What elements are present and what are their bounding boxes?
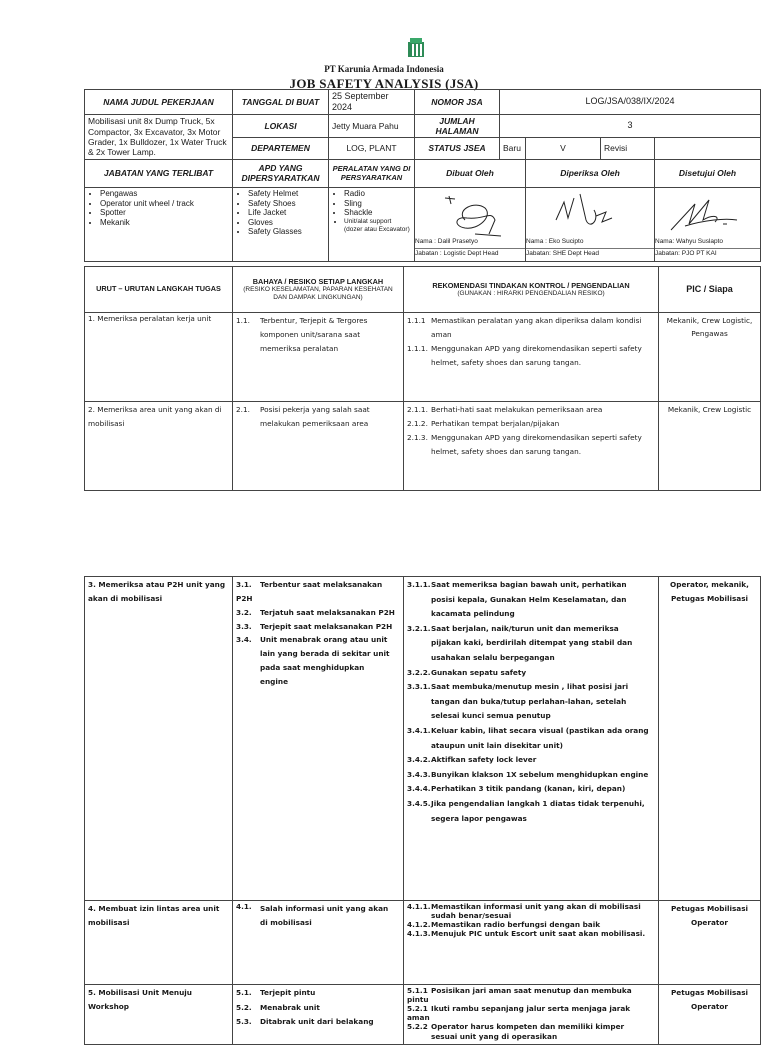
list-item: • Pengawas: [100, 189, 229, 199]
list-item: • Operator unit wheel / track: [100, 199, 229, 209]
control-number: 2.1.3.: [407, 432, 428, 442]
tanggal-label: TANGGAL DI BUAT: [233, 90, 329, 115]
dibuat-jabatan: Jabatan : Logistic Dept Head: [415, 248, 525, 258]
step-4-pic: Petugas Mobilisasi Operator: [659, 901, 761, 985]
risk-text: Unit menabrak orang atau unit lain yang berada di sekitar unit pada saat menghidupkan engine: [260, 635, 390, 687]
apd-label: APD YANG DIPERSYARATKAN: [233, 159, 329, 187]
control-text: Bunyikan klakson 1X sebelum menghidupkan engine: [431, 769, 649, 779]
step-4-task: 4. Membuat izin lintas area unit mobilisasi: [85, 901, 233, 985]
control-text: Memastikan radio berfungsi dengan baik: [431, 920, 601, 930]
dibuat-label: Dibuat Oleh: [415, 159, 526, 187]
peralatan-list: [329, 187, 415, 261]
table-row: [85, 985, 761, 1045]
lokasi-value: Jetty Muara Pahu: [329, 114, 415, 137]
step-1-task: 1. Memeriksa peralatan kerja unit: [85, 313, 233, 402]
risk-number: 3.4.: [236, 635, 252, 645]
nomor-value: LOG/JSA/038/IX/2024: [500, 90, 761, 115]
control-number: 5.2.2: [407, 1022, 428, 1032]
control-number: 3.4.2.: [407, 755, 431, 765]
control-text: Perhatikan tempat berjalan/pijakan: [431, 418, 560, 428]
disetujui-nama: Nama: Wahyu Suslapto: [655, 238, 724, 246]
step-1-risks: [233, 313, 404, 402]
control-number: 3.4.4.: [407, 784, 431, 794]
step-3-risks: [233, 577, 404, 901]
risk-text: Terbentur, Terjepit & Tergores komponen unit/sarana saat memeriksa peralatan: [260, 316, 368, 353]
table-row: [85, 901, 761, 985]
risk-number: 3.2.: [236, 607, 252, 617]
list-item: • Safety Glasses: [248, 227, 325, 237]
control-number: 3.1.1.: [407, 580, 431, 589]
control-number: 4.1.3.: [407, 929, 431, 939]
control-text: Posisikan jari aman saat menutup dan membuka pintu: [407, 986, 632, 1005]
status-label: STATUS JSEA: [415, 137, 500, 159]
signature-icon: [665, 190, 745, 240]
peralatan-label: PERALATAN YANG DI PERSYARATKAN: [329, 159, 415, 187]
control-text: Gunakan sepatu safety: [431, 667, 527, 677]
risk-text: Terjepit saat melaksanakan P2H: [260, 621, 393, 631]
step-4-controls: [404, 901, 659, 985]
risk-text: Terbentur saat melaksanakan P2H: [236, 580, 383, 603]
document-title: JOB SAFETY ANALYSIS (JSA): [289, 76, 479, 91]
list-item: • Spotter: [100, 208, 229, 218]
control-text: Memastikan informasi unit yang akan di mobilisasi sudah benar/sesuai: [431, 902, 641, 921]
risk-number: 3.1.: [236, 580, 252, 589]
step-4-risks: [233, 901, 404, 985]
step-5-pic: Petugas Mobilisasi Operator: [659, 985, 761, 1045]
step-2-risks: [233, 402, 404, 491]
status-baru: Baru: [500, 137, 526, 159]
control-text: Perhatikan 3 titik pandang (kanan, kiri, depan): [431, 784, 626, 794]
diperiksa-label: Diperiksa Oleh: [526, 159, 655, 187]
list-item: • Sling: [344, 199, 411, 209]
control-text: Menggunakan APD yang direkomendasikan seperti safety helmet, safety shoes dan sarung tangan.: [431, 343, 642, 367]
bahaya-title: BAHAYA / RESIKO SETIAP LANGKAH: [252, 277, 384, 287]
control-number: 5.2.1: [407, 1004, 428, 1014]
control-number: 2.1.1.: [407, 405, 428, 414]
control-text: Saat berjalan, naik/turun unit dan memeriksa pijakan kaki, berdirilah ditempat yang stabil dan usahakan selalu berpegangan: [431, 623, 633, 662]
rekomendasi-title: REKOMENDASI TINDAKAN KONTROL / PENGENDALIAN: [432, 280, 630, 290]
jumlah-label: JUMLAH HALAMAN: [415, 114, 500, 137]
control-number: 3.3.1.: [407, 682, 431, 692]
step-1-controls: [404, 313, 659, 402]
pic-header: PIC / Siapa: [659, 267, 761, 313]
list-item: • Mekanik: [100, 218, 229, 228]
risk-number: 2.1.: [236, 405, 250, 414]
diperiksa-signature-cell: [526, 187, 655, 261]
list-item: • Unit/alat support (dozer atau Excavator): [344, 218, 411, 234]
control-text: Saat memeriksa bagian bawah unit, perhatikan posisi kepala, Gunakan Helm Keselamatan, dan kacamata pelindung: [431, 580, 627, 619]
table-row: [85, 313, 761, 402]
control-number: 3.4.3.: [407, 769, 431, 779]
rekomendasi-header: [404, 267, 659, 313]
control-text: Aktifkan safety lock lever: [431, 755, 537, 765]
signature-icon: [546, 190, 626, 240]
diperiksa-jabatan: Jabatan: SHE Dept Head: [526, 248, 654, 258]
nomor-label: NOMOR JSA: [415, 90, 500, 115]
control-number: 3.4.5.: [407, 798, 431, 808]
control-text: Saat membuka/menutup mesin , lihat posisi jari tangan dan buka/tutup perlahan-lahan, setelah selesai kunci semua penutup: [431, 682, 629, 721]
risk-text: Posisi pekerja yang salah saat melakukan pemeriksaan area: [260, 405, 370, 428]
disetujui-signature-cell: [655, 187, 761, 261]
risk-number: 1.1.: [236, 316, 250, 325]
table-row: [85, 577, 761, 901]
risk-number: 5.3.: [236, 1017, 252, 1027]
rekomendasi-subtitle: (GUNAKAN : HIRARKI PENGENDALIAN RESIKO): [457, 289, 605, 297]
risk-text: Terjepit pintu: [260, 988, 316, 997]
step-1-pic: Mekanik, Crew Logistic, Pengawas: [659, 313, 761, 402]
control-number: 5.1.1: [407, 986, 428, 995]
status-empty: [655, 137, 761, 159]
risk-text: Terjatuh saat melaksanakan P2H: [260, 607, 395, 617]
step-5-risks: [233, 985, 404, 1045]
signature-icon: [435, 190, 515, 240]
control-text: Operator harus kompeten dan memiliki kimper sesuai unit yang di operasikan: [431, 1022, 625, 1041]
step-3-task: 3. Memeriksa atau P2H unit yang akan di mobilisasi: [85, 577, 233, 901]
step-2-task: 2. Memeriksa area unit yang akan di mobilisasi: [85, 402, 233, 491]
tanggal-value: 25 September 2024: [329, 90, 415, 115]
risk-number: 5.2.: [236, 1002, 252, 1012]
status-check: V: [526, 137, 601, 159]
diperiksa-nama: Nama : Eko Sucipto: [526, 238, 584, 246]
bahaya-subtitle: (RESIKO KESELAMATAN, PAPARAN KESEHATAN DAN DAMPAK LINGKUNGAN): [243, 286, 393, 301]
control-text: Menujuk PIC untuk Escort unit saat akan mobilisasi.: [431, 929, 646, 939]
list-item: • Radio: [344, 189, 411, 199]
risk-text: Menabrak unit: [260, 1002, 320, 1012]
nama-judul-label: NAMA JUDUL PEKERJAAN: [85, 90, 233, 115]
risk-number: 4.1.: [236, 902, 252, 911]
risk-number: 3.3.: [236, 621, 252, 631]
jumlah-value: 3: [500, 114, 761, 137]
list-item: • Life Jacket: [248, 208, 325, 218]
apd-list: [233, 187, 329, 261]
urutan-header: URUT – URUTAN LANGKAH TUGAS: [85, 267, 233, 313]
jsa-steps-table-page1: [84, 266, 761, 491]
company-logo-icon: [407, 36, 425, 58]
nama-judul-value: Mobilisasi unit 8x Dump Truck, 5x Compactor, 3x Excavator, 3x Motor Grader, 1x Bulldozer, 1x Water Truck & 2x Tower Lamp.: [85, 114, 233, 159]
control-text: Keluar kabin, lihat secara visual (pastikan ada orang ataupun unit lain disekitar unit): [431, 725, 649, 750]
control-number: 3.2.2.: [407, 667, 431, 677]
control-number: 3.2.1.: [407, 623, 431, 633]
control-number: 4.1.1.: [407, 902, 431, 911]
step-5-controls: [404, 985, 659, 1045]
list-item: • Safety Shoes: [248, 199, 325, 209]
step-3-controls: [404, 577, 659, 901]
disetujui-jabatan: Jabatan: PJO PT KAI: [655, 248, 760, 258]
jsa-steps-table-page2: [84, 576, 761, 1045]
control-text: Menggunakan APD yang direkomendasikan seperti safety helmet, safety shoes dan sarung tangan.: [431, 432, 642, 456]
jsa-header-table: [84, 89, 761, 262]
jabatan-label: JABATAN YANG TERLIBAT: [85, 159, 233, 187]
risk-text: Ditabrak unit dari belakang: [260, 1017, 374, 1027]
step-3-pic: Operator, mekanik, Petugas Mobilisasi: [659, 577, 761, 901]
control-number: 2.1.2.: [407, 418, 428, 428]
control-text: Memastikan peralatan yang akan diperiksa dalam kondisi aman: [431, 316, 642, 339]
control-text: Ikuti rambu sepanjang jalur serta menjaga jarak aman: [407, 1004, 631, 1023]
list-item: • Gloves: [248, 218, 325, 228]
step-5-task: 5. Mobilisasi Unit Menuju Workshop: [85, 985, 233, 1045]
risk-text: Salah informasi unit yang akan di mobilisasi: [260, 904, 389, 927]
step-2-controls: [404, 402, 659, 491]
step-2-pic: Mekanik, Crew Logistic: [659, 402, 761, 491]
lokasi-label: LOKASI: [233, 114, 329, 137]
dibuat-nama: Nama : Dalil Prasetyo: [415, 238, 478, 246]
risk-number: 5.1.: [236, 988, 252, 997]
list-item: • Shackle: [344, 208, 411, 218]
company-name: PT Karunia Armada Indonesia: [324, 64, 444, 74]
dibuat-signature-cell: [415, 187, 526, 261]
control-text: Berhati-hati saat melakukan pemeriksaan area: [431, 405, 603, 414]
list-item: • Safety Helmet: [248, 189, 325, 199]
control-text: Jika pengendalian langkah 1 diatas tidak terpenuhi, segera lapor pengawas: [431, 798, 645, 823]
departemen-label: DEPARTEMEN: [233, 137, 329, 159]
disetujui-label: Disetujui Oleh: [655, 159, 761, 187]
departemen-value: LOG, PLANT: [329, 137, 415, 159]
table-row: [85, 402, 761, 491]
control-number: 1.1.1: [407, 316, 426, 325]
bahaya-header: [233, 267, 404, 313]
status-revisi: Revisi: [601, 137, 655, 159]
control-number: 3.4.1.: [407, 725, 431, 735]
jabatan-list: [85, 187, 233, 261]
control-number: 1.1.1.: [407, 343, 428, 353]
control-number: 4.1.2.: [407, 920, 431, 930]
